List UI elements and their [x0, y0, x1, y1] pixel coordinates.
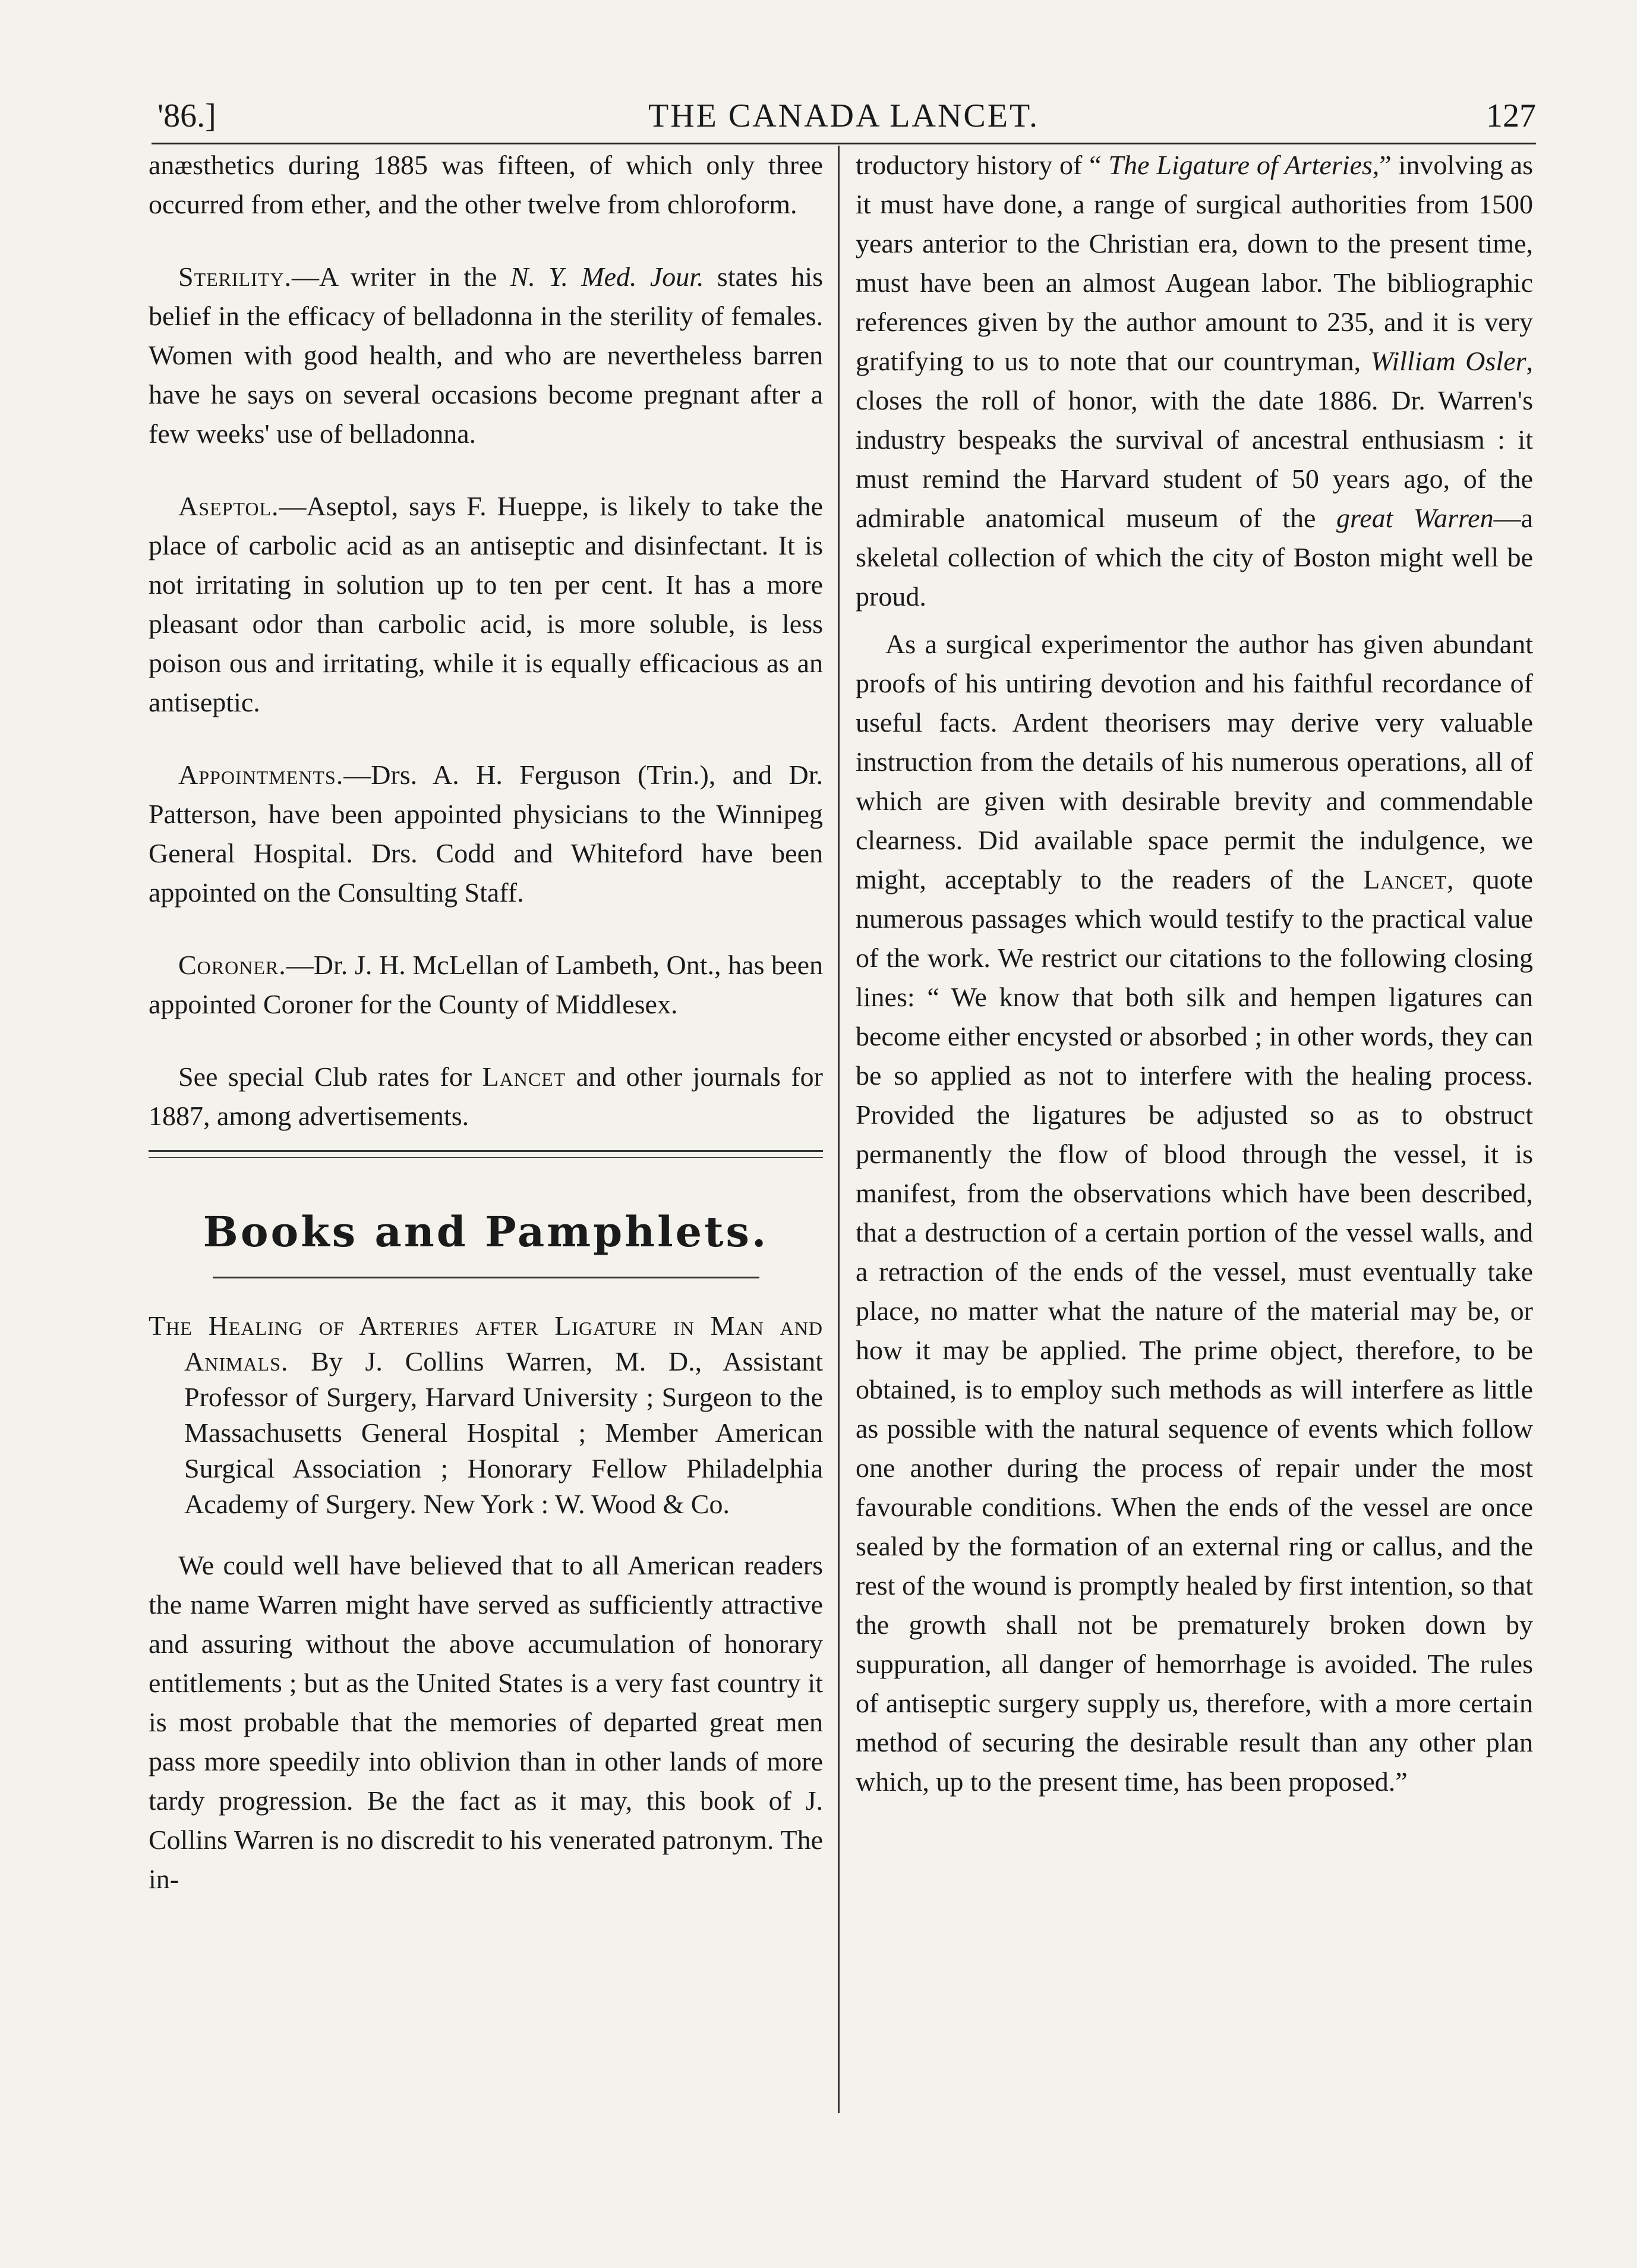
- page-number: 127: [1486, 97, 1536, 134]
- appointments-heading: Appointments.: [178, 760, 344, 790]
- section-double-rule: [149, 1150, 823, 1158]
- review-continued-paragraph: troductory history of “ The Ligature of Arteries,” involving as it must have done, a range of surgical authorities from 1500 years anterior to the Christian era, down to the present time, must have been an almost Augean labor. The bibliographic references given by the author amount to 235, and it is very gratifying to us to note that our countryman, William Osler, closes the roll of honor, with the date 1886. Dr. Warren's industry bespeaks the survival of ancestral enthusiasm : it must remind the Harvard student of 50 years ago, of the admirable anatomical museum of the great Warren—a skeletal collection of which the city of Boston might well be proud.: [856, 150, 1534, 612]
- review-paragraph-2: As a surgical experimentor the author has given abundant proofs of his untiring devotion and his faithful recordance of useful facts. Ardent theorisers may derive very valuable instruction from the details of his numerous operations, all of which are given with desirable brevity and commendable clearness. Did available space permit the indulgence, we might, acceptably to the readers of the Lancet, quote numerous passages which would testify to the practical value of the work. We restrict our citations to the following closing lines: “ We know that both silk and hempen ligatures can become either encysted or absorbed ; in other words, they can be so applied as not to interfere with the healing process. Provided the ligatures be adjusted so as to obstruct permanently the flow of blood through the vessel, it is manifest, from the observations which have been described, that a destruction of a certain portion of the vessel walls, and a retraction of the ends of the vessel, must eventually take place, no matter what the nature of the material may be, or how it may be applied. The prime object, therefore, to be obtained, is to employ such methods as will interfere as little as possible with the natural sequence of events which follow one another during the process of repair under the most favourable conditions. When the ends of the vessel are once sealed by the formation of an external ring or callus, and the rest of the wound is promptly healed by first intention, so that the growth shall not be prematurely broken down by suppuration, all danger of hemorrhage is avoided. The rules of antiseptic surgery supply us, therefore, with a more certain method of securing the desirable result than any other plan which, up to the present time, has been proposed.”: [856, 629, 1533, 1797]
- sterility-heading: Sterility.: [178, 262, 292, 292]
- header-rule: [152, 143, 1536, 144]
- header-year: '86.]: [157, 97, 216, 134]
- column-divider: [838, 146, 840, 2113]
- section-rule: [213, 1277, 759, 1278]
- sterility-paragraph: Sterility.—A writer in the N. Y. Med. Jour. states his belief in the efficacy of belladonna in the sterility of females. Women with good health, and who are nevertheless barren have he says on several occasions become pregnant after a few weeks' use of belladonna.: [149, 262, 823, 449]
- left-column: [149, 146, 823, 1899]
- book-title: The Healing of Arteries after Ligature in Man and Animals.: [149, 1311, 823, 1376]
- cited-title: The Ligature of Arteries,: [1108, 150, 1380, 180]
- osler-name: William Osler: [1370, 346, 1526, 376]
- club-rates-paragraph: See special Club rates for Lancet and other journals for 1887, among advertisements.: [149, 1061, 823, 1131]
- coroner-paragraph: Coroner.—Dr. J. H. McLellan of Lambeth, Ont., has been appointed Coroner for the County of Middlesex.: [149, 950, 823, 1019]
- page-header: [152, 92, 1536, 140]
- continued-paragraph: anæsthetics during 1885 was fifteen, of which only three occurred from ether, and the other twelve from chloroform.: [149, 150, 823, 219]
- review-paragraph: We could well have believed that to all American readers the name Warren might have served as sufficiently attractive and assuring without the above accumulation of honorary entitlements ; but as the United States is a very fast country it is most probable that the memories of departed great men pass more speedily into oblivion than in other lands of more tardy progression. Be the fact as it may, this book of J. Collins Warren is no discredit to his venerated patronym. The in-: [149, 1550, 823, 1894]
- aseptol-heading: Aseptol.: [178, 491, 279, 521]
- journal-name: N. Y. Med. Jour.: [510, 262, 704, 292]
- journal-title: THE CANADA LANCET.: [648, 97, 1040, 134]
- coroner-heading: Coroner.: [178, 950, 286, 980]
- aseptol-paragraph: Aseptol.—Aseptol, says F. Hueppe, is likely to take the place of carbolic acid as an antiseptic and disinfectant. It is not irritating in solution up to ten per cent. It has a more pleasant odor than carbolic acid, is more soluble, is less poison ous and irritating, while it is equally efficacious as an antiseptic.: [149, 491, 823, 717]
- right-column: [856, 146, 1533, 1801]
- book-citation: The Healing of Arteries after Ligature in Man and Animals. By J. Collins Warren, M. D., Assistant Professor of Surgery, Harvard University ; Surgeon to the Massachusetts General Hospital ; Member American Surgical Association ; Honorary Fellow Philadelphia Academy of Surgery. New York : W. Wood & Co.: [149, 1311, 823, 1519]
- great-warren: great Warren: [1336, 503, 1494, 533]
- section-title: Books and Pamphlets.: [203, 1207, 769, 1256]
- appointments-paragraph: Appointments.—Drs. A. H. Ferguson (Trin.), and Dr. Patterson, have been appointed physicians to the Winnipeg General Hospital. Drs. Codd and Whiteford have been appointed on the Consulting Staff.: [149, 760, 823, 908]
